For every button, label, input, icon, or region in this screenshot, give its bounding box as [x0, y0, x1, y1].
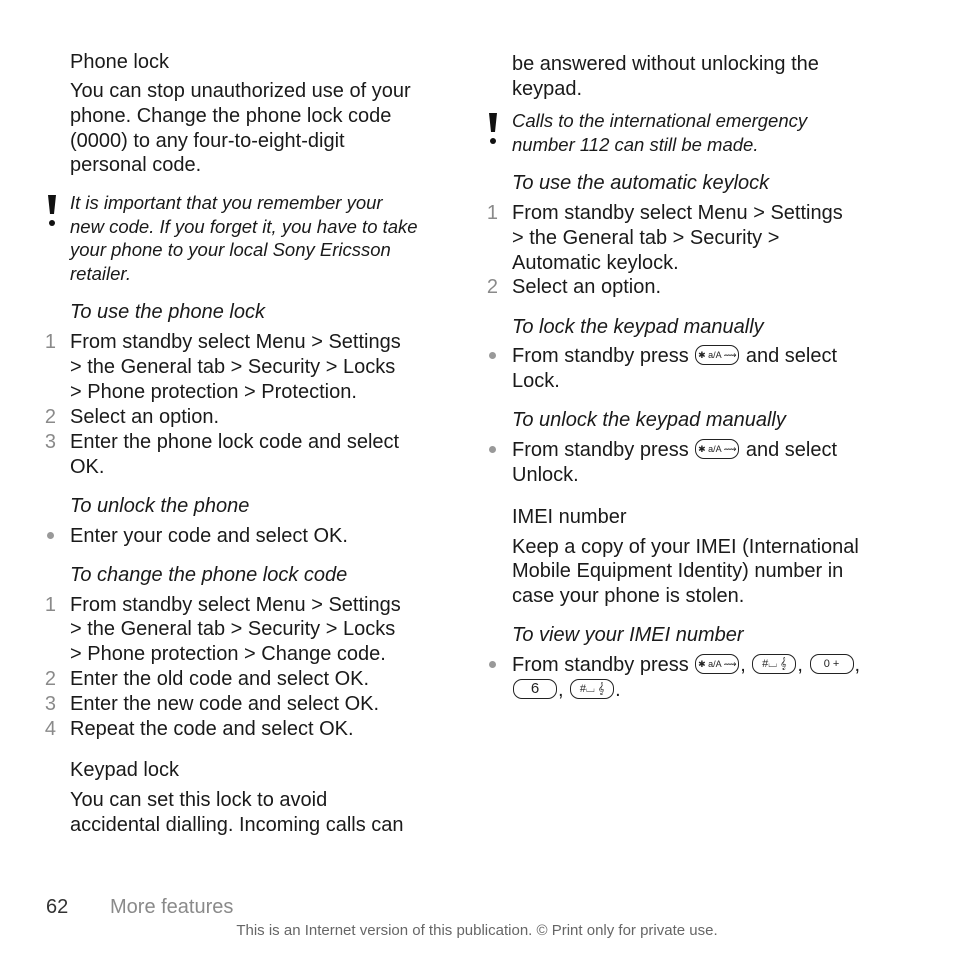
use-lock-step3-line2: OK. — [70, 456, 105, 478]
auto-step1-line1: From standby select Menu > Settings — [512, 202, 843, 224]
unlock-phone-heading: To unlock the phone — [70, 495, 250, 517]
bullet — [489, 446, 496, 453]
phone-lock-body-line-3: (0000) to any four-to-eight-digit — [70, 130, 345, 152]
auto-keylock-heading: To use the automatic keylock — [512, 172, 770, 194]
warning-note-line-4: retailer. — [70, 263, 132, 284]
change-code-heading: To change the phone lock code — [70, 564, 348, 586]
section-title: More features — [110, 896, 234, 918]
phone-lock-body-line-1: You can stop unauthorized use of your — [70, 80, 411, 102]
step-number: 1 — [44, 331, 56, 353]
step-number: 1 — [44, 594, 56, 616]
bullet — [47, 532, 54, 539]
step-number: 3 — [44, 693, 56, 715]
zero-key-icon: 0 + — [810, 654, 854, 674]
emergency-note-line-1: Calls to the international emergency — [512, 110, 808, 131]
phone-lock-heading: Phone lock — [70, 51, 169, 73]
auto-step2: Select an option. — [512, 276, 661, 298]
bullet — [489, 661, 496, 668]
star-key-icon: ✱ a/A ⟿ — [695, 345, 739, 365]
use-lock-step1-line1: From standby select Menu > Settings — [70, 331, 401, 353]
auto-step1-line3: Automatic keylock. — [512, 252, 679, 274]
warning-note-line-3: your phone to your local Sony Ericsson — [70, 239, 391, 260]
keypad-lock-heading: Keypad lock — [70, 759, 179, 781]
warning-note-line-1: It is important that you remember your — [70, 192, 383, 213]
lock-keypad-line2: Lock. — [512, 370, 560, 392]
step-number: 3 — [44, 431, 56, 453]
phone-lock-body-line-4: personal code. — [70, 154, 202, 176]
use-phone-lock-heading: To use the phone lock — [70, 301, 265, 323]
change-step1-line3: > Phone protection > Change code. — [70, 643, 386, 665]
warning-icon — [45, 194, 59, 230]
keypad-lock-body-line-4: keypad. — [512, 78, 583, 100]
view-imei-line2: 6 , #⌴ 𝄞 . — [512, 678, 621, 703]
change-step2: Enter the old code and select OK. — [70, 668, 370, 690]
keypad-lock-body-line-2: accidental dialling. Incoming calls can — [70, 814, 404, 836]
imei-heading: IMEI number — [512, 506, 627, 528]
step-number: 2 — [44, 406, 56, 428]
unlock-keypad-heading: To unlock the keypad manually — [512, 409, 786, 431]
warning-icon — [486, 112, 500, 148]
bullet — [489, 352, 496, 359]
step-number: 2 — [486, 276, 498, 298]
change-step1-line1: From standby select Menu > Settings — [70, 594, 401, 616]
step-number: 1 — [486, 202, 498, 224]
lock-keypad-heading: To lock the keypad manually — [512, 316, 764, 338]
unlock-keypad-line2: Unlock. — [512, 464, 579, 486]
unlock-phone-text: Enter your code and select OK. — [70, 525, 348, 547]
imei-body-line-2: Mobile Equipment Identity) number in — [512, 560, 844, 582]
lock-keypad-line1: From standby press ✱ a/A ⟿ and select — [512, 345, 838, 367]
use-lock-step1-line3: > Phone protection > Protection. — [70, 381, 357, 403]
change-step4: Repeat the code and select OK. — [70, 718, 354, 740]
unlock-keypad-line1: From standby press ✱ a/A ⟿ and select — [512, 439, 838, 461]
change-step1-line2: > the General tab > Security > Locks — [70, 618, 396, 640]
view-imei-line1: From standby press ✱ a/A ⟿ , #⌴ 𝄞 , 0 + , — [512, 654, 861, 676]
change-step3: Enter the new code and select OK. — [70, 693, 380, 715]
page-number: 62 — [46, 896, 69, 918]
step-number: 2 — [44, 668, 56, 690]
imei-body-line-3: case your phone is stolen. — [512, 585, 745, 607]
star-key-icon: ✱ a/A ⟿ — [695, 654, 739, 674]
six-key-icon: 6 — [513, 679, 557, 699]
use-lock-step1-line2: > the General tab > Security > Locks — [70, 356, 396, 378]
imei-body-line-1: Keep a copy of your IMEI (International — [512, 536, 859, 558]
use-lock-step3-line1: Enter the phone lock code and select — [70, 431, 400, 453]
view-imei-heading: To view your IMEI number — [512, 624, 744, 646]
phone-lock-body-line-2: phone. Change the phone lock code — [70, 105, 392, 127]
keypad-lock-body-line-1: You can set this lock to avoid — [70, 789, 328, 811]
keypad-lock-body-line-3: be answered without unlocking the — [512, 53, 819, 75]
hash-key-icon: #⌴ 𝄞 — [570, 679, 614, 699]
auto-step1-line2: > the General tab > Security > — [512, 227, 780, 249]
step-number: 4 — [44, 718, 56, 740]
star-key-icon: ✱ a/A ⟿ — [695, 439, 739, 459]
warning-note-line-2: new code. If you forget it, you have to take — [70, 216, 418, 237]
emergency-note-line-2: number 112 can still be made. — [512, 134, 759, 155]
use-lock-step2: Select an option. — [70, 406, 219, 428]
hash-key-icon: #⌴ 𝄞 — [752, 654, 796, 674]
publication-notice: This is an Internet version of this publication. © Print only for private use. — [236, 922, 718, 939]
